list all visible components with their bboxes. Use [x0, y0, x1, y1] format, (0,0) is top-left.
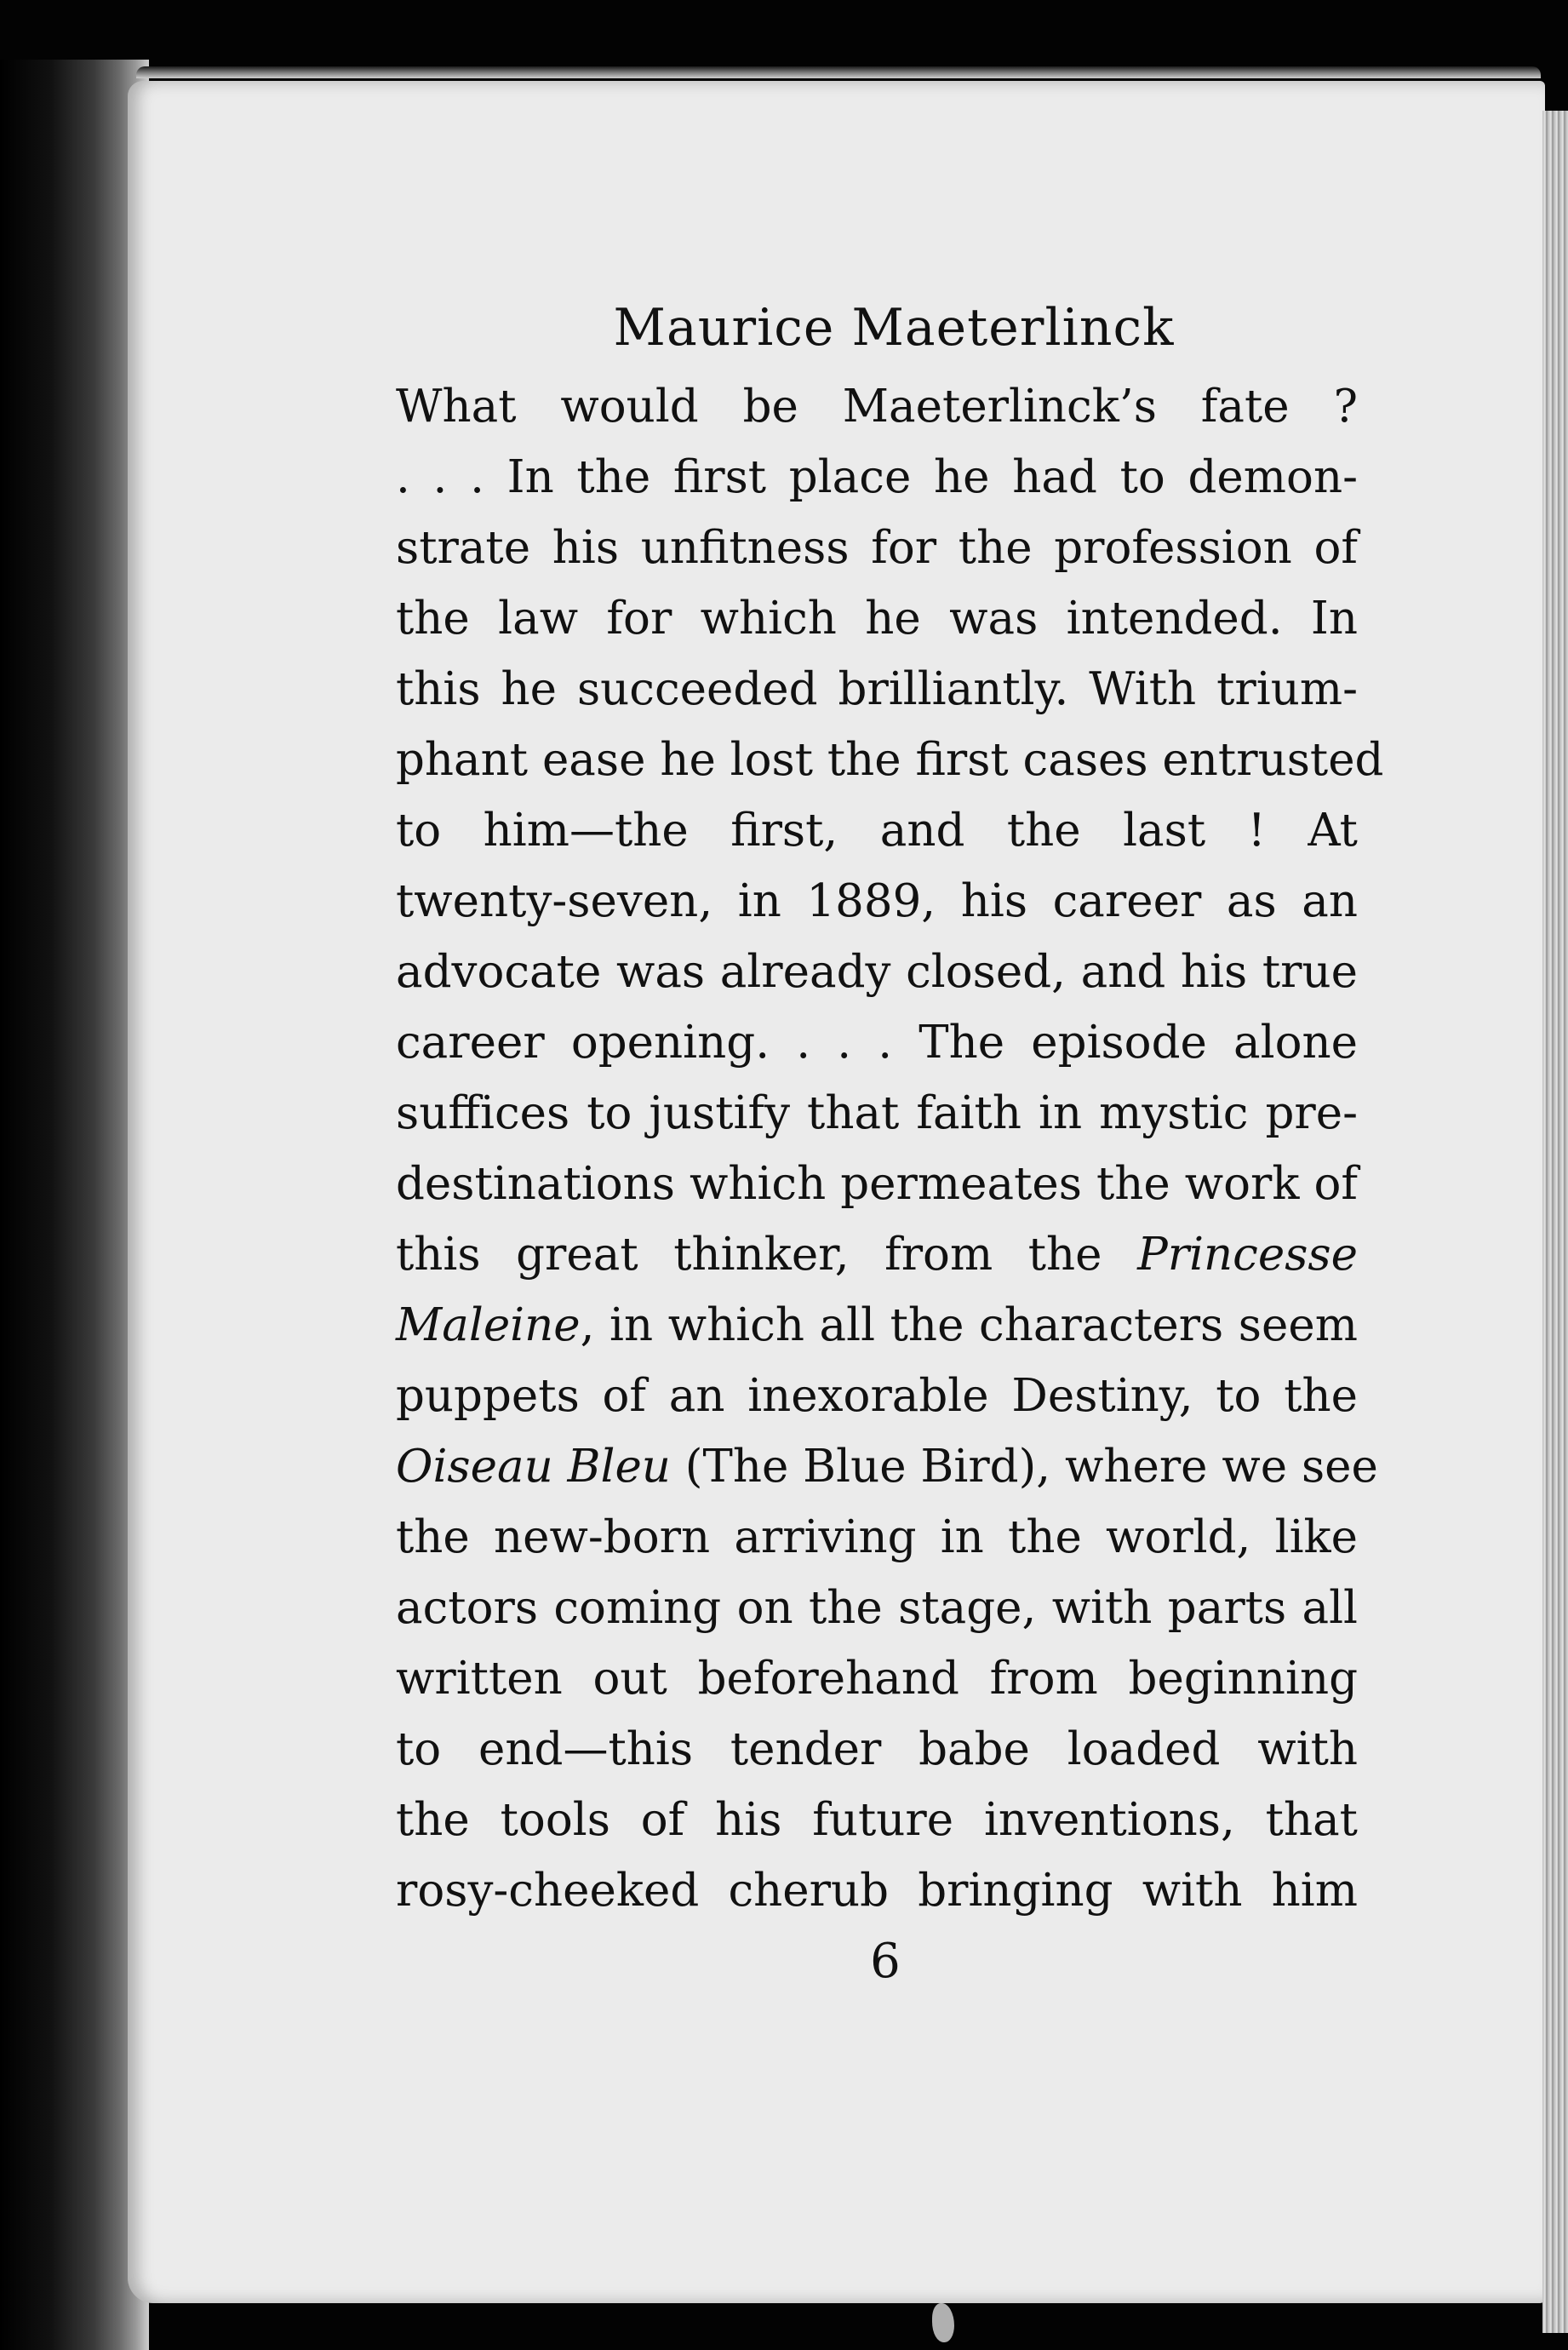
text-run: puppets of an inexorable Destiny, to the [396, 1370, 1358, 1422]
text-run: What would be Maeterlinck’s fate ? [396, 381, 1358, 433]
page-top-edge [136, 66, 1541, 78]
italic-title: Princesse [1137, 1229, 1358, 1281]
text-line [396, 1855, 1358, 1926]
text-line [396, 1361, 1358, 1431]
text-run: the new-born arriving in the world, like [396, 1511, 1358, 1563]
text-line [396, 937, 1358, 1007]
text-line [396, 725, 1384, 795]
text-run: to him—the first, and the last ! At [396, 805, 1358, 857]
text-run: strate his unfitness for the profession of [396, 522, 1358, 574]
text-run: the law for which he was intended. In [396, 593, 1358, 645]
text-line [396, 1149, 1358, 1219]
text-line [396, 513, 1358, 583]
page-text-block [396, 289, 1384, 1996]
text-run: twenty-seven, in 1889, his career as an [396, 875, 1358, 927]
text-line [396, 1643, 1358, 1714]
text-line [396, 1431, 1378, 1502]
text-run: , in which all the characters seem [580, 1299, 1358, 1351]
scan-smudge [932, 2303, 954, 2342]
italic-title: Oiseau Bleu [396, 1441, 671, 1493]
text-run: written out beforehand from beginning [396, 1653, 1358, 1705]
text-run: the tools of his future inventions, that [396, 1794, 1358, 1846]
text-line [396, 1290, 1358, 1361]
body-text [396, 371, 1384, 1926]
text-run: (The Blue Bird), where we see [670, 1441, 1378, 1493]
book-binding-shadow [0, 60, 149, 2350]
text-line [396, 1007, 1358, 1078]
text-run: advocate was already closed, and his true [396, 946, 1358, 998]
text-line [396, 1078, 1358, 1149]
text-run: suffices to justify that faith in mystic pre- [396, 1087, 1358, 1139]
text-line [396, 1573, 1358, 1643]
text-run: destinations which permeates the work of [396, 1158, 1358, 1210]
italic-title: Maleine [396, 1299, 581, 1351]
text-line [396, 1714, 1358, 1785]
text-line [396, 1219, 1358, 1290]
text-run: . . . In the first place he had to demon- [396, 451, 1358, 503]
text-line [396, 442, 1358, 513]
text-line [396, 795, 1358, 866]
text-run: actors coming on the stage, with parts all [396, 1582, 1358, 1634]
text-run: to end—this tender babe loaded with [396, 1723, 1358, 1775]
text-run: this great thinker, from the [396, 1229, 1138, 1281]
text-run: career opening. . . . The episode alone [396, 1017, 1358, 1069]
running-head: Maurice Maeterlinck [613, 298, 1175, 358]
text-line [396, 654, 1358, 725]
text-run: this he succeeded brilliantly. With trium- [396, 663, 1358, 715]
text-run: phant ease he lost the first cases entrusted [396, 734, 1384, 786]
text-line [396, 1502, 1358, 1573]
page-number: 6 [870, 1934, 901, 1989]
text-run: rosy-cheeked cherub bringing with him [396, 1865, 1358, 1917]
text-line [396, 583, 1358, 654]
text-line [396, 866, 1358, 937]
page-stack-edge [1542, 111, 1568, 2333]
text-line [396, 371, 1358, 442]
text-line [396, 1785, 1358, 1855]
